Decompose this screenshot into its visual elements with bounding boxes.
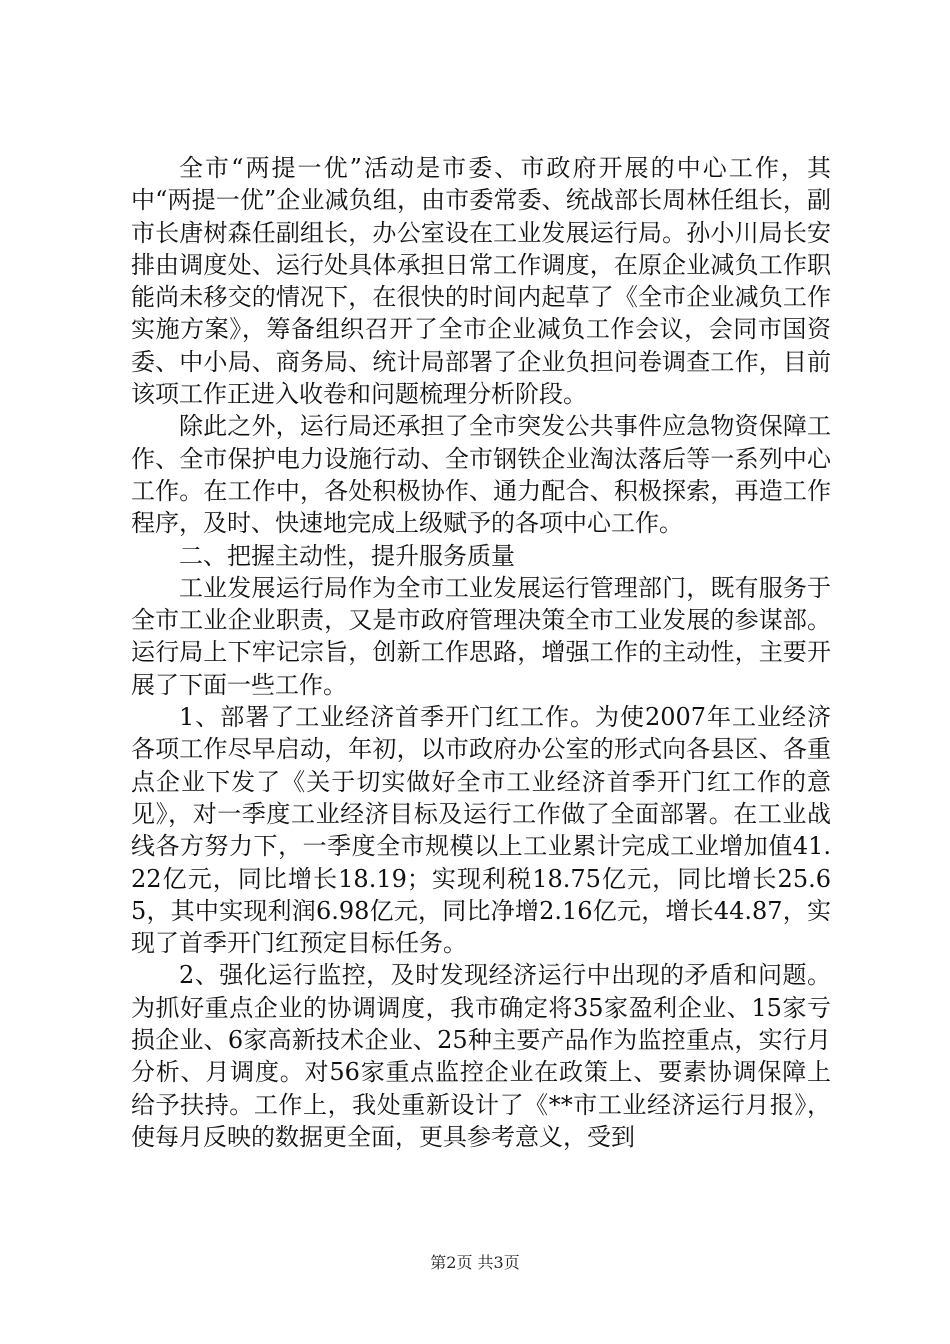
paragraph-2: 除此之外，运行局还承担了全市突发公共事件应急物资保障工作、全市保护电力设施行动、全市钢铁企业淘汰落后等一系列中心工作。在工作中，各处积极协作、通力配合、积极探索，再造工作程序，及时、快速地完成上级赋予的各项中心工作。 — [131, 412, 831, 538]
paragraph-1: 全市“两提一优”活动是市委、市政府开展的中心工作，其中“两提一优”企业减负组，由市委常委、统战部长周林任组长，副市长唐树森任副组长，办公室设在工业发展运行局。孙小川局长安排由调度处、运行处具体承担日常工作调度，在原企业减负工作职能尚未移交的情况下，在很快的时间内起草了《全市企业减负工作实施方案》，筹备组织召开了全市企业减负工作会议，会同市国资委、中小局、商务局、统计局部署了企业负担问卷调查工作，目前该项工作正进入收卷和问题梳理分析阶段。 — [131, 154, 831, 409]
section-heading: 二、把握主动性，提升服务质量 — [179, 541, 515, 570]
paragraph-4: 1、部署了工业经济首季开门红工作。为使2007年工业经济各项工作尽早启动，年初，以市政府办公室的形式向各县区、各重点企业下发了《关于切实做好全市工业经济首季开门红工作的意见》，对一季度工业经济目标及运行工作做了全面部署。在工业战线各方努力下，一季度全市规模以上工业累计完成工业增加值41.22亿元，同比增长18.19；实现利税18.75亿元，同比增长25.65，其中实现利润6.98亿元，同比净增2.16亿元，增长44.87，实现了首季开门红预定目标任务。 — [131, 703, 831, 958]
paragraph-5: 2、强化运行监控，及时发现经济运行中出现的矛盾和问题。为抓好重点企业的协调调度，我市确定将35家盈利企业、15家亏损企业、6家高新技术企业、25种主要产品作为监控重点，实行月分析、月调度。对56家重点监控企业在政策上、要素协调保障上给予扶持。工作上，我处重新设计了《**市工业经济运行月报》，使每月反映的数据更全面，更具参考意义，受到 — [131, 961, 831, 1151]
page-footer: 第2页 共3页 — [430, 1253, 520, 1272]
paragraph-3: 工业发展运行局作为全市工业发展运行管理部门，既有服务于全市工业企业职责，又是市政府管理决策全市工业发展的参谋部。运行局上下牢记宗旨，创新工作思路，增强工作的主动性，主要开展了下面一些工作。 — [131, 573, 831, 699]
document-body — [131, 152, 831, 1153]
